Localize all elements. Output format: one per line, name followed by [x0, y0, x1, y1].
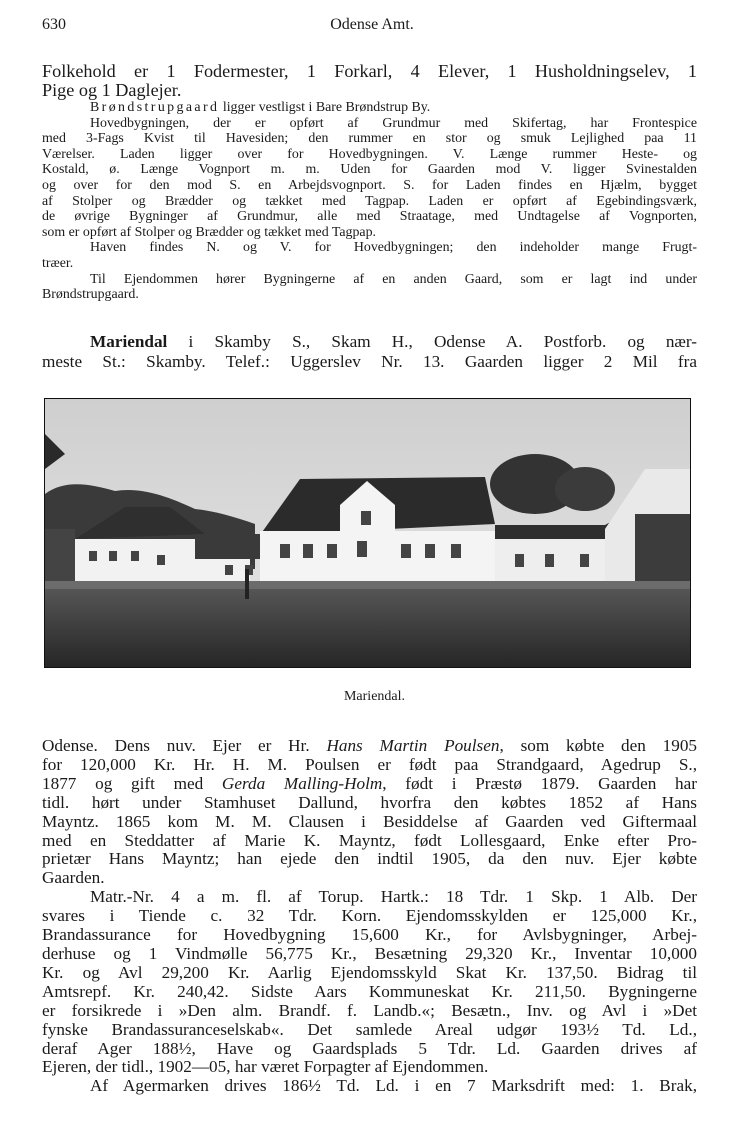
text-line: Værelser. Laden ligger over for Hovedbygningen. V. Længe rummer Heste- og: [42, 146, 697, 162]
mariendal-description: [42, 737, 697, 1096]
text-line: er forsikrede i »Den alm. Brandf. f. Landb.«; Besætn., Inv. og Avl i »Det: [42, 1000, 697, 1020]
page-header: [42, 16, 702, 40]
farm-photograph: [44, 398, 691, 668]
mariendal-photo-illustration: [45, 399, 690, 667]
text-line: Matr.-Nr. 4 a m. fl. af Torup. Hartk.: 18 Tdr. 1 Skp. 1 Alb. Der: [90, 887, 697, 907]
text-line: meste St.: Skamby. Telef.: Uggerslev Nr. 13. Gaarden ligger 2 Mil fra: [42, 352, 697, 371]
text-line: Pige og 1 Daglejer.: [42, 80, 182, 100]
text-line: og over for den mod S. en Arbejdsvognport. S. for Laden findes en Hjælm, bygget: [42, 177, 697, 193]
text-line: Kostald, ø. Længe Vognport m. m. Uden for Gaarden mod V. ligger Svinestalden: [42, 162, 697, 178]
text-line: Haven findes N. og V. for Hovedbygningen; den indeholder mange Frugt-: [90, 240, 697, 256]
photo-caption: Mariendal.: [343, 689, 406, 704]
text-line: prietær Hans Mayntz; han ejede den indtil 1905, da den nuv. Ejer købte: [42, 849, 697, 869]
owner-line: Odense. Dens nuv. Ejer er Hr. Hans Martin Poulsen, som købte den 1905: [42, 736, 698, 755]
text-line: Brøndstrupgaard.: [42, 287, 139, 303]
text-line: med 3-Fags Kvist til Havesiden; den rummer en stor og smuk Lejlighed paa 11: [42, 131, 697, 147]
wife-name: Gerda Malling-Holm: [221, 773, 383, 793]
wife-line: 1877 og gift med Gerda Malling-Holm, født i Præstø 1879. Gaarden har: [42, 773, 697, 793]
farm-heading-line: Brøndstrupgaard ligger vestligst i Bare Brøndstrup By.: [90, 100, 431, 115]
text-line: tidl. hørt under Stamhuset Dallund, hvorfra den købtes 1852 af Hans: [42, 792, 697, 812]
text-line: Amtsrepf. Kr. 240,42. Sidste Aars Kommuneskat Kr. 211,50. Bygningerne: [42, 981, 697, 1001]
page-number: 630: [42, 16, 66, 33]
farm-title: Mariendal: [90, 332, 168, 351]
text-line: for 120,000 Kr. Hr. H. M. Poulsen er født paa Strandgaard, Agedrup S.,: [42, 754, 697, 774]
mariendal-section: [42, 332, 697, 372]
text-line: fynske Brandassuranceselskab«. Det samlede Areal udgør 193½ Td. Ld.,: [42, 1019, 697, 1039]
owner-name: Hans Martin Poulsen: [326, 736, 500, 755]
text-line: Ejeren, der tidl., 1902—05, har været Forpagter af Ejendommen.: [42, 1057, 489, 1077]
text-line: Af Agermarken drives 186½ Td. Ld. i en 7 Marksdrift med: 1. Brak,: [90, 1076, 697, 1096]
text-line: de øvrige Bygninger af Grundmur, alle med Straatage, med Undtagelse af Vognporten,: [42, 209, 697, 225]
brondstrupgaard-section: [42, 62, 697, 303]
text-line: med en Steddatter af Marie K. Mayntz, født Lollesgaard, Enke efter Pro-: [42, 830, 697, 850]
text-line: træer.: [42, 255, 74, 271]
text-line: Mayntz. 1865 kom M. M. Clausen i Besiddelse af Gaarden ved Giftermaal: [42, 811, 697, 831]
text-line: Gaarden.: [42, 868, 105, 888]
text-line: Folkehold er 1 Fodermester, 1 Forkarl, 4 Elever, 1 Husholdningselev, 1: [42, 61, 697, 81]
text-line: derhuse og 1 Vindmølle 56,775 Kr., Besætning 29,320 Kr., Inventar 10,000: [42, 943, 697, 963]
text-line: Brandassurance for Hovedbygning 15,600 Kr., for Avlsbygninger, Arbej-: [42, 925, 697, 945]
text-line: af Stolper og Brædder og tækket med Tagpap. Laden er opført af Egebindingsværk,: [42, 193, 697, 209]
text-line: Kr. og Avl 29,200 Kr. Aarlig Ejendomsskyld Skat Kr. 137,50. Bidrag til: [42, 962, 697, 982]
mariendal-heading-line: Mariendal i Skamby S., Skam H., Odense A. Postforb. og nær-: [90, 332, 697, 351]
text-line: Til Ejendommen hører Bygningerne af en anden Gaard, som er lagt ind under: [90, 271, 697, 287]
text-line: deraf Ager 188½, Have og Gaardsplads 5 Tdr. Ld. Gaarden drives af: [42, 1038, 697, 1058]
farm-name: Brøndstrupgaard: [90, 100, 220, 115]
text-line: Hovedbygningen, der er opført af Grundmur med Skifertag, har Frontespice: [90, 115, 697, 131]
running-title: Odense Amt.: [330, 16, 414, 33]
text-line: svares i Tiende c. 32 Tdr. Korn. Ejendomsskylden er 125,000 Kr.,: [42, 906, 697, 926]
text-line: som er opført af Stolper og Brædder og tækket med Tagpap.: [42, 224, 377, 240]
